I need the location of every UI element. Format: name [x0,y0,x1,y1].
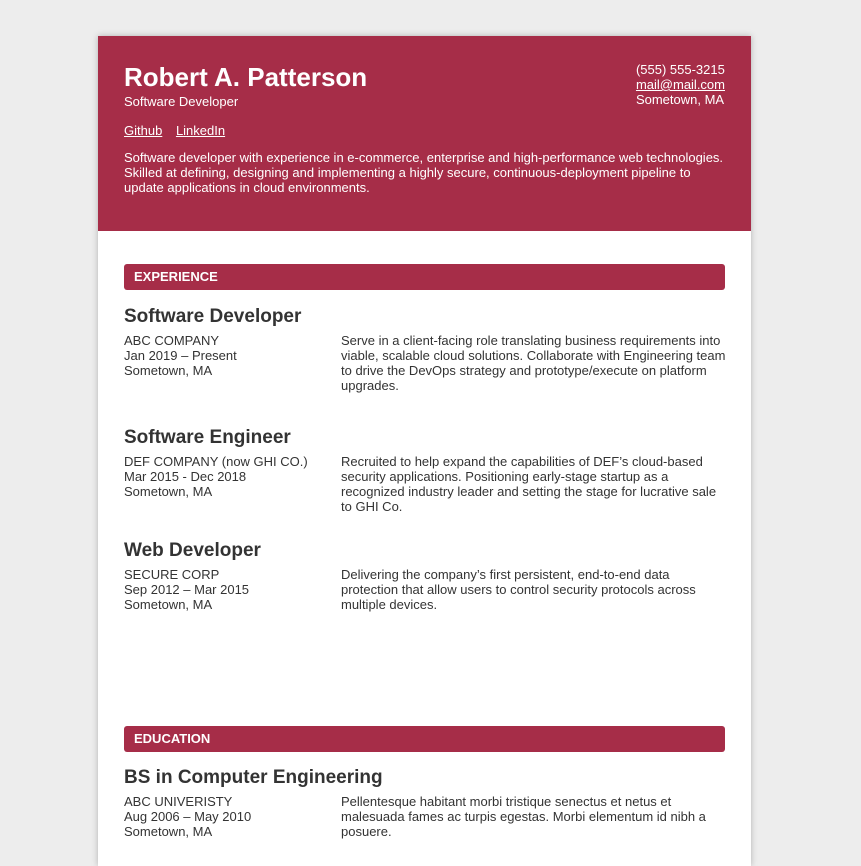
job-dates: Mar 2015 - Dec 2018 [124,469,247,484]
education-description: Pellentesque habitant morbi tristique senectus et netus et malesuada fames ac turpis egestas. Morbi elementum id nibh a posuere. [341,794,706,839]
section-heading-education: EDUCATION [124,726,725,752]
location: Sometown, MA [635,92,725,107]
job-location: Sometown, MA [124,484,213,499]
job-company: DEF COMPANY (now GHI CO.) [124,454,308,469]
education-section [124,726,725,839]
education-dates: Aug 2006 – May 2010 [124,809,252,824]
job-description: Recruited to help expand the capabilities of DEF’s cloud-based security applications. Positioning early-stage startup as a recognized industry leader and setting the stage for lucrative sale to GHI Co. [341,454,717,514]
resume-header [98,36,751,231]
job-entry [124,540,725,612]
degree-title: BS in Computer Engineering [124,767,383,788]
job-body [124,567,725,612]
github-link[interactable]: Github [124,123,163,138]
job-entry [124,427,725,514]
education-body [124,794,725,839]
job-location: Sometown, MA [124,363,213,378]
summary-text: Software developer with experience in e-commerce, enterprise and high-performance web technologies. Skilled at defining, designing and implementing a highly secure, continuous-deployment pipeline to update applications in cloud environments. [124,150,724,195]
job-location: Sometown, MA [124,597,213,612]
job-company: SECURE CORP [124,567,220,582]
candidate-title: Software Developer [124,94,239,109]
job-role: Software Developer [124,306,302,327]
job-dates: Jan 2019 – Present [124,348,237,363]
job-meta [124,567,334,612]
education-entry [124,767,725,839]
experience-section [124,264,725,612]
job-role: Web Developer [124,540,261,561]
linkedin-link[interactable]: LinkedIn [175,123,226,138]
job-role: Software Engineer [124,427,291,448]
resume-page [98,36,751,866]
job-meta [124,454,334,499]
job-body [124,454,725,514]
job-description: Serve in a client-facing role translating business requirements into viable, scalable cloud solutions. Collaborate with Engineering team to drive the DevOps strategy and prototype/execute on platform upgrades. [341,333,726,393]
job-dates: Sep 2012 – Mar 2015 [124,582,250,597]
education-meta [124,794,334,839]
candidate-name: Robert A. Patterson [124,62,368,92]
job-company: ABC COMPANY [124,333,220,348]
phone-number: (555) 555-3215 [635,62,725,77]
section-heading-experience: EXPERIENCE [124,264,725,290]
profile-links [124,123,725,138]
job-body [124,333,726,393]
email-link[interactable]: mail@mail.com [635,77,725,92]
education-location: Sometown, MA [124,824,213,839]
job-meta [124,333,334,378]
job-entry [124,306,726,393]
contact-info [636,62,725,107]
school-name: ABC UNIVERISTY [124,794,233,809]
job-description: Delivering the company’s first persistent, end-to-end data protection that allow users to control security protocols across multiple devices. [341,567,696,612]
